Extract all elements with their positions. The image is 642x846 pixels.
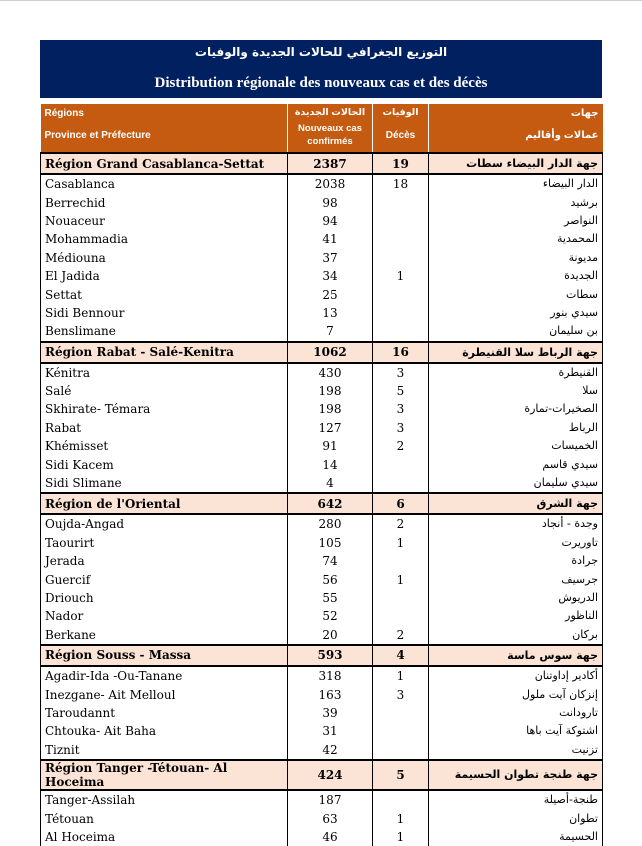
province-deaths: 1 [373,809,429,827]
province-row [41,589,603,607]
province-deaths: 1 [373,267,429,285]
province-row [41,304,603,322]
province-cases: 280 [288,514,373,533]
province-name: Tiznit [41,741,288,760]
province-cases: 55 [288,589,373,607]
province-row [41,685,603,703]
province-name-arabic: أكادير إداوتنان [429,666,603,685]
province-name: Guercif [41,570,288,588]
province-deaths: 1 [373,570,429,588]
province-name: Driouch [41,589,288,607]
province-name: Sidi Kacem [41,455,288,473]
province-row [41,174,603,193]
province-deaths: 3 [373,419,429,437]
province-deaths: 3 [373,363,429,382]
province-name-arabic: جرادة [429,552,603,570]
province-name-arabic: الرباط [429,419,603,437]
province-name: Inezgane- Ait Melloul [41,685,288,703]
province-deaths [373,249,429,267]
province-name: Sidi Slimane [41,474,288,493]
province-name-arabic: سطات [429,285,603,303]
province-name: Tanger-Assilah [41,790,288,809]
province-name: Taroudannt [41,704,288,722]
province-name-arabic: سيدي سليمان [429,474,603,493]
province-cases: 14 [288,455,373,473]
province-label-arabic: عمالات وأقاليم [525,130,599,141]
province-row [41,322,603,341]
province-row [41,437,603,455]
region-deaths: 19 [373,153,429,174]
province-deaths [373,722,429,740]
province-name: Oujda-Angad [41,514,288,533]
province-deaths [373,741,429,760]
region-row [41,342,603,363]
province-cases: 13 [288,304,373,322]
region-cases: 2387 [288,153,373,174]
deaths-label-french: Décès [385,130,416,141]
region-cases: 593 [288,645,373,666]
province-deaths [373,455,429,473]
province-cases: 163 [288,685,373,703]
cases-label-arabic: الحالات الجديدة [294,107,366,118]
province-row [41,193,603,211]
region-cases: 424 [288,760,373,790]
province-row [41,514,603,533]
province-deaths [373,212,429,230]
province-name: Taourirt [41,534,288,552]
province-name: Berkane [41,626,288,645]
province-row [41,534,603,552]
province-name: Chtouka- Ait Baha [41,722,288,740]
province-name-arabic: تطوان [429,809,603,827]
province-name-arabic: برشيد [429,193,603,211]
regions-label: Régions [44,108,84,119]
province-row [41,212,603,230]
province-name-arabic: جرسيف [429,570,603,588]
province-cases: 39 [288,704,373,722]
province-row [41,666,603,685]
region-name: Région Grand Casablanca-Settat [41,153,288,174]
province-name-arabic: الدار البيضاء [429,174,603,193]
region-name-arabic: جهة الرباط سلا القنيطرة [429,342,603,363]
province-row [41,382,603,400]
province-row [41,607,603,625]
province-cases: 52 [288,607,373,625]
province-name-arabic: الناظور [429,607,603,625]
province-name: Tétouan [41,809,288,827]
province-row [41,790,603,809]
province-row [41,741,603,760]
province-cases: 56 [288,570,373,588]
province-row [41,809,603,827]
col-cases-header [288,104,373,153]
region-name: Région Tanger -Tétouan- Al Hoceima [41,760,288,790]
column-header-row [41,104,603,153]
province-name-arabic: سلا [429,382,603,400]
province-deaths: 2 [373,626,429,645]
province-cases: 74 [288,552,373,570]
title-french: Distribution régionale des nouveaux cas et des décès [154,75,488,91]
province-name-arabic: وجدة - أنجاد [429,514,603,533]
province-name: Benslimane [41,322,288,341]
region-deaths: 5 [373,760,429,790]
province-row [41,474,603,493]
province-name: El Jadida [41,267,288,285]
region-name-arabic: جهة سوس ماسة [429,645,603,666]
deaths-label-arabic: الوفيات [382,107,419,118]
province-cases: 198 [288,382,373,400]
province-deaths [373,589,429,607]
province-cases: 34 [288,267,373,285]
province-row [41,267,603,285]
province-name: Settat [41,285,288,303]
title-banner [40,40,602,98]
province-name-arabic: بن سليمان [429,322,603,341]
province-deaths [373,193,429,211]
province-name-arabic: مديونة [429,249,603,267]
province-deaths: 1 [373,534,429,552]
province-cases: 37 [288,249,373,267]
province-deaths [373,304,429,322]
province-deaths: 3 [373,685,429,703]
region-name: Région de l'Oriental [41,493,288,514]
province-row [41,722,603,740]
province-name-arabic: سيدي قاسم [429,455,603,473]
province-cases: 46 [288,828,373,846]
province-deaths: 2 [373,437,429,455]
cases-label-french: Nouveaux cas confirmés [298,123,362,147]
province-name: Skhirate- Témara [41,400,288,418]
province-name-arabic: الحسيمة [429,828,603,846]
province-cases: 63 [288,809,373,827]
province-cases: 105 [288,534,373,552]
province-name: Sidi Bennour [41,304,288,322]
province-row [41,249,603,267]
region-cases: 642 [288,493,373,514]
province-cases: 198 [288,400,373,418]
col-arabic-header [429,104,603,153]
province-row [41,570,603,588]
region-name: Région Souss - Massa [41,645,288,666]
province-name-arabic: إنزكان آيت ملول [429,685,603,703]
province-name-arabic: النواصر [429,212,603,230]
region-name-arabic: جهة طنجة تطوان الحسيمة [429,760,603,790]
province-name-arabic: الخميسات [429,437,603,455]
province-label: Province et Préfecture [44,130,151,141]
region-cases: 1062 [288,342,373,363]
region-deaths: 16 [373,342,429,363]
province-row [41,363,603,382]
province-row [41,704,603,722]
province-cases: 98 [288,193,373,211]
region-row [41,760,603,790]
province-cases: 25 [288,285,373,303]
province-name-arabic: بركان [429,626,603,645]
province-name-arabic: تزنيت [429,741,603,760]
region-name-arabic: جهة الدار البيضاء سطات [429,153,603,174]
province-deaths [373,552,429,570]
province-row [41,400,603,418]
province-name: Kénitra [41,363,288,382]
province-row [41,419,603,437]
province-deaths: 5 [373,382,429,400]
top-divider [0,0,642,1]
province-cases: 31 [288,722,373,740]
province-row [41,230,603,248]
province-deaths [373,474,429,493]
province-name: Salé [41,382,288,400]
province-row [41,285,603,303]
province-name: Mohammadia [41,230,288,248]
col-deaths-header [373,104,429,153]
province-name: Al Hoceima [41,828,288,846]
province-cases: 41 [288,230,373,248]
province-name: Nador [41,607,288,625]
province-deaths [373,607,429,625]
province-deaths: 1 [373,828,429,846]
province-deaths [373,704,429,722]
province-cases: 4 [288,474,373,493]
province-cases: 94 [288,212,373,230]
province-cases: 2038 [288,174,373,193]
province-deaths [373,790,429,809]
province-deaths: 3 [373,400,429,418]
province-name: Médiouna [41,249,288,267]
province-name-arabic: الصخيرات-تمارة [429,400,603,418]
region-name: Région Rabat - Salé-Kenitra [41,342,288,363]
province-name-arabic: الجديدة [429,267,603,285]
province-cases: 127 [288,419,373,437]
region-name-arabic: جهة الشرق [429,493,603,514]
region-deaths: 4 [373,645,429,666]
province-row [41,626,603,645]
province-name: Khémisset [41,437,288,455]
province-name-arabic: تارودانت [429,704,603,722]
province-name-arabic: سيدي بنور [429,304,603,322]
province-name: Nouaceur [41,212,288,230]
title-arabic: التوزيع الجغرافي للحالات الجديدة والوفيات [194,45,448,59]
regions-label-arabic: جهات [570,108,599,119]
province-row [41,455,603,473]
province-cases: 318 [288,666,373,685]
province-cases: 187 [288,790,373,809]
province-name-arabic: المحمدية [429,230,603,248]
province-name-arabic: طنجة-أصيلة [429,790,603,809]
distribution-table [40,104,603,846]
province-name-arabic: تاوريرت [429,534,603,552]
province-deaths: 2 [373,514,429,533]
province-row [41,828,603,846]
province-name-arabic: القنيطرة [429,363,603,382]
province-deaths: 18 [373,174,429,193]
province-name-arabic: اشتوكة آيت باها [429,722,603,740]
province-cases: 430 [288,363,373,382]
region-deaths: 6 [373,493,429,514]
region-row [41,493,603,514]
region-row [41,153,603,174]
province-name-arabic: الدريوش [429,589,603,607]
province-deaths [373,285,429,303]
province-name: Jerada [41,552,288,570]
province-deaths [373,230,429,248]
province-cases: 91 [288,437,373,455]
province-name: Casablanca [41,174,288,193]
province-name: Berrechid [41,193,288,211]
province-name: Agadir-Ida -Ou-Tanane [41,666,288,685]
province-cases: 20 [288,626,373,645]
province-cases: 7 [288,322,373,341]
region-row [41,645,603,666]
col-region-header [41,104,288,153]
province-name: Rabat [41,419,288,437]
province-row [41,552,603,570]
province-deaths [373,322,429,341]
province-cases: 42 [288,741,373,760]
province-deaths: 1 [373,666,429,685]
